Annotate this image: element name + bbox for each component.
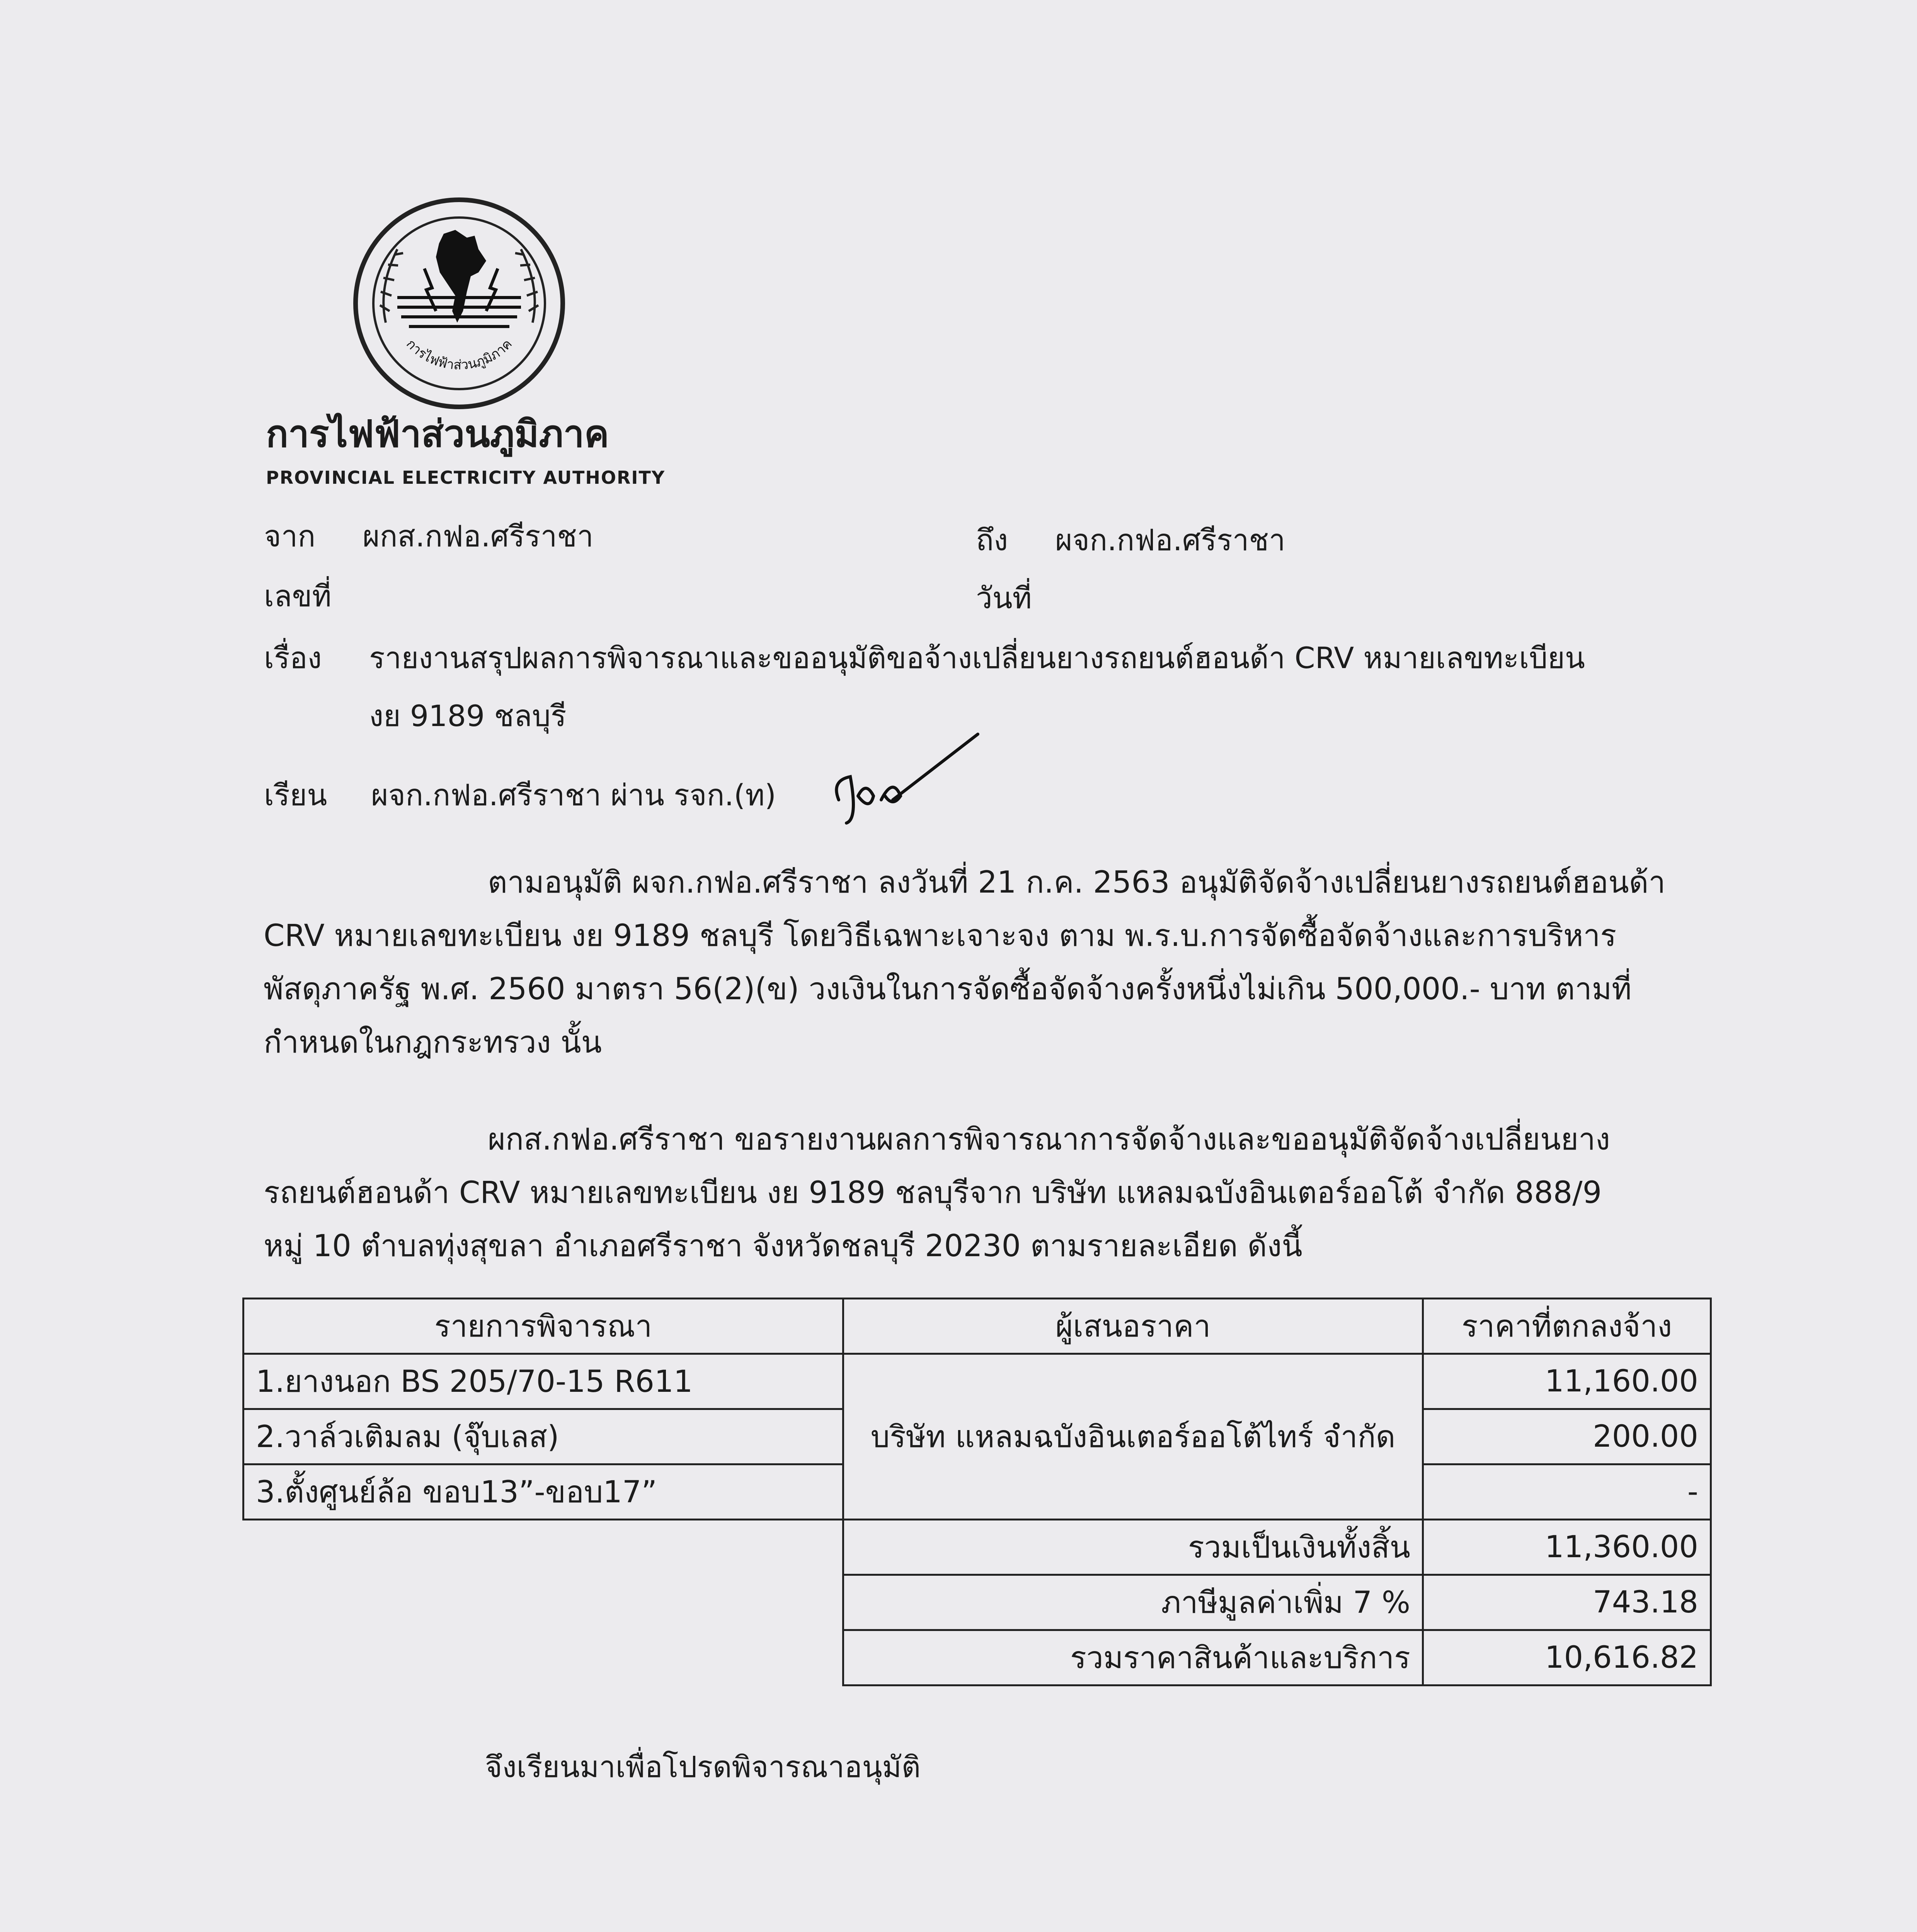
header-vendor: ผู้เสนอราคา bbox=[843, 1299, 1423, 1354]
item-name: 3.ตั้งศูนย์ล้อ ขอบ13”-ขอบ17” bbox=[243, 1464, 843, 1520]
grand-total-value: 10,616.82 bbox=[1423, 1630, 1711, 1685]
subject-line-2: งย 9189 ชลบุรี bbox=[369, 699, 567, 733]
org-name-thai: การไฟฟ้าส่วนภูมิภาค bbox=[266, 412, 609, 456]
total-value: 11,360.00 bbox=[1423, 1520, 1711, 1575]
total-row bbox=[243, 1520, 1711, 1575]
vendor-name: บริษัท แหลมฉบังอินเตอร์ออโต้ไทร์ จำกัด bbox=[843, 1354, 1423, 1520]
item-price: 11,160.00 bbox=[1423, 1354, 1711, 1409]
total-label: รวมเป็นเงินทั้งสิ้น bbox=[843, 1520, 1423, 1575]
to-value: ผจก.กฟอ.ศรีราชา bbox=[1055, 523, 1285, 557]
vat-row bbox=[243, 1575, 1711, 1630]
to-label: ถึง bbox=[976, 523, 1008, 557]
pea-logo bbox=[351, 195, 567, 412]
vat-value: 743.18 bbox=[1423, 1575, 1711, 1630]
logo-arc-text: การไฟฟ้าส่วนภูมิภาค bbox=[403, 336, 515, 373]
paragraph-2-line-3: หมู่ 10 ตำบลทุ่งสุขลา อำเภอศรีราชา จังหวัดชลบุรี 20230 ตามรายละเอียด ดังนี้ bbox=[264, 1229, 1302, 1264]
header-item: รายการพิจารณา bbox=[243, 1299, 843, 1354]
subject-label: เรื่อง bbox=[264, 641, 322, 675]
date-label: วันที่ bbox=[976, 581, 1032, 615]
subject-line-1: รายงานสรุปผลการพิจารณาและขออนุมัติขอจ้างเปลี่ยนยางรถยนต์ฮอนด้า CRV หมายเลขทะเบียน bbox=[369, 641, 1585, 675]
paragraph-2 bbox=[264, 1113, 1697, 1273]
paragraph-1-line-3: พัสดุภาครัฐ พ.ศ. 2560 มาตรา 56(2)(ข) วงเงินในการจัดซื้อจัดจ้างครั้งหนึ่งไม่เกิน 500,000.- บาท ตามที่ bbox=[264, 972, 1632, 1007]
quotation-table bbox=[242, 1298, 1712, 1686]
from-value: ผกส.กฟอ.ศรีราชา bbox=[363, 519, 594, 553]
paragraph-2-line-2: รถยนต์ฮอนด้า CRV หมายเลขทะเบียน งย 9189 ชลบุรีจาก บริษัท แหลมฉบังอินเตอร์ออโต้ จำกัด 888/9 bbox=[264, 1175, 1602, 1210]
paragraph-1-line-4: กำหนดในกฎกระทรวง นั้น bbox=[264, 1025, 602, 1060]
table-row bbox=[243, 1354, 1711, 1409]
grand-total-label: รวมราคาสินค้าและบริการ bbox=[843, 1630, 1423, 1685]
grand-total-row bbox=[243, 1630, 1711, 1685]
item-price: 200.00 bbox=[1423, 1409, 1711, 1464]
from-label: จาก bbox=[264, 519, 316, 553]
item-name: 1.ยางนอก BS 205/70-15 R611 bbox=[243, 1354, 843, 1409]
number-label: เลขที่ bbox=[264, 579, 332, 613]
paragraph-2-line-1: ผกส.กฟอ.ศรีราชา ขอรายงานผลการพิจารณาการจัดจ้างและขออนุมัติจัดจ้างเปลี่ยนยาง bbox=[488, 1122, 1610, 1157]
paragraph-1-line-1: ตามอนุมัติ ผจก.กฟอ.ศรีราชา ลงวันที่ 21 ก.ค. 2563 อนุมัติจัดจ้างเปลี่ยนยางรถยนต์ฮอนด้า bbox=[488, 865, 1666, 900]
org-name-english: PROVINCIAL ELECTRICITY AUTHORITY bbox=[266, 467, 666, 488]
paragraph-1-line-2: CRV หมายเลขทะเบียน งย 9189 ชลบุรี โดยวิธีเฉพาะเจาะจง ตาม พ.ร.บ.การจัดซื้อจัดจ้างและการบริหาร bbox=[264, 918, 1617, 953]
header-price: ราคาที่ตกลงจ้าง bbox=[1423, 1299, 1711, 1354]
attention-initials-signature bbox=[823, 723, 986, 838]
svg-text:การไฟฟ้าส่วนภูมิภาค bbox=[403, 336, 515, 373]
item-name: 2.วาล์วเติมลม (จุ๊บเลส) bbox=[243, 1409, 843, 1464]
attention-value: ผจก.กฟอ.ศรีราชา ผ่าน รจก.(ท) bbox=[371, 778, 776, 812]
attention-label: เรียน bbox=[264, 778, 327, 812]
paragraph-1 bbox=[264, 856, 1697, 1069]
vat-label: ภาษีมูลค่าเพิ่ม 7 % bbox=[843, 1575, 1423, 1630]
closing-text: จึงเรียนมาเพื่อโปรดพิจารณาอนุมัติ bbox=[485, 1750, 921, 1784]
item-price: - bbox=[1423, 1464, 1711, 1520]
table-header-row bbox=[243, 1299, 1711, 1354]
